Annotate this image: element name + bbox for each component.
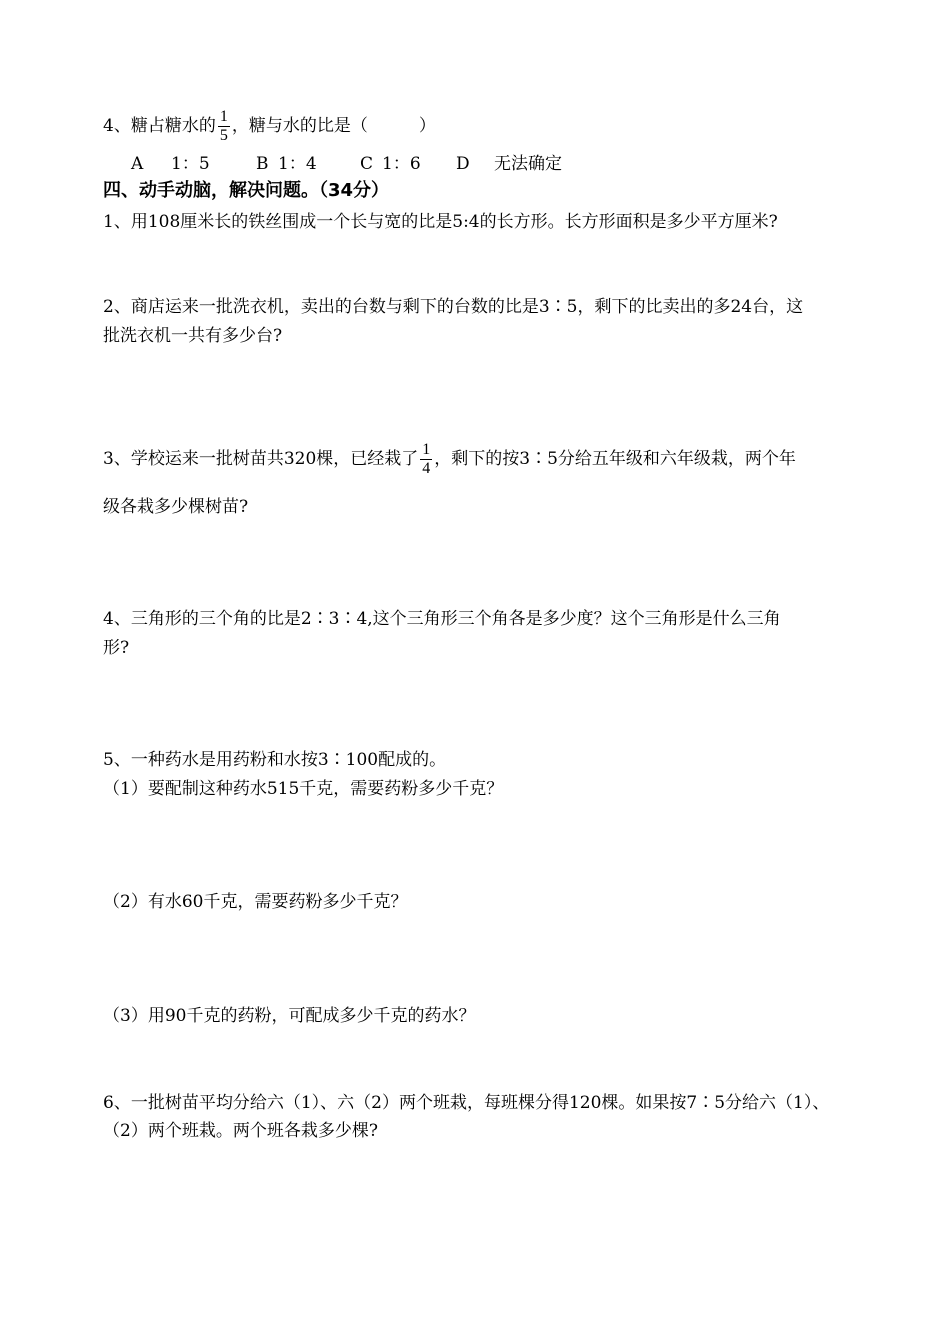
problem-2-line-2: 批洗衣机一共有多少台? — [103, 326, 283, 346]
option-b-letter: B — [256, 154, 269, 174]
section-4-heading: 四、动手动脑，解决问题。（34分） — [103, 180, 390, 201]
problem-6-line-1: 6、一批树苗平均分给六（1）、六（2）两个班栽，每班棵分得120棵。如果按7∶5分给六（1）、 — [103, 1093, 830, 1113]
fraction-one-fourth — [420, 441, 432, 478]
fraction-one-fifth — [218, 108, 230, 145]
problem-3-line-2: 级各栽多少棵树苗? — [103, 497, 249, 517]
problem-5-sub-3: （3）用90千克的药粉，可配成多少千克的药水？ — [103, 1006, 476, 1026]
problem-5-sub-1: （1）要配制这种药水515千克，需要药粉多少千克？ — [103, 779, 504, 799]
question-4-text-after: ，糖与水的比是（ ） — [231, 116, 436, 136]
option-a-text: 1：5 — [171, 154, 210, 174]
option-d-letter: D — [456, 154, 470, 174]
option-c-text: 1：6 — [382, 154, 421, 174]
problem-5-sub-2: （2）有水60千克，需要药粉多少千克？ — [103, 892, 408, 912]
question-4 — [103, 108, 436, 145]
fraction-numerator: 1 — [422, 441, 431, 458]
question-4-text-before: 4、糖占糖水的 — [103, 116, 216, 136]
problem-1: 1、用108厘米长的铁丝围成一个长与宽的比是5:4的长方形。长方形面积是多少平方厘米? — [103, 212, 778, 232]
option-a-letter: A — [131, 154, 144, 174]
problem-2-line-1: 2、商店运来一批洗衣机，卖出的台数与剩下的台数的比是3∶5，剩下的比卖出的多24台，这 — [103, 297, 804, 317]
question-4-options — [131, 153, 562, 175]
fraction-denominator: 4 — [422, 460, 431, 477]
problem-5-intro: 5、一种药水是用药粉和水按3∶100配成的。 — [103, 750, 447, 770]
fraction-denominator: 5 — [219, 127, 228, 144]
problem-6-line-2: （2）两个班栽。两个班各栽多少棵? — [103, 1121, 378, 1141]
option-d-text: 无法确定 — [494, 154, 562, 174]
problem-4-line-1: 4、三角形的三个角的比是2∶3∶4,这个三角形三个角各是多少度？这个三角形是什么三角 — [103, 609, 781, 629]
problem-3-text-before: 3、学校运来一批树苗共320棵，已经栽了 — [103, 449, 419, 469]
option-c-letter: C — [360, 154, 374, 174]
fraction-numerator: 1 — [219, 108, 228, 125]
problem-3-line-1 — [103, 441, 796, 478]
problem-3-text-after: ，剩下的按3∶5分给五年级和六年级栽，两个年 — [434, 449, 796, 469]
problem-4-line-2: 形? — [103, 638, 130, 658]
option-b-text: 1：4 — [278, 154, 317, 174]
